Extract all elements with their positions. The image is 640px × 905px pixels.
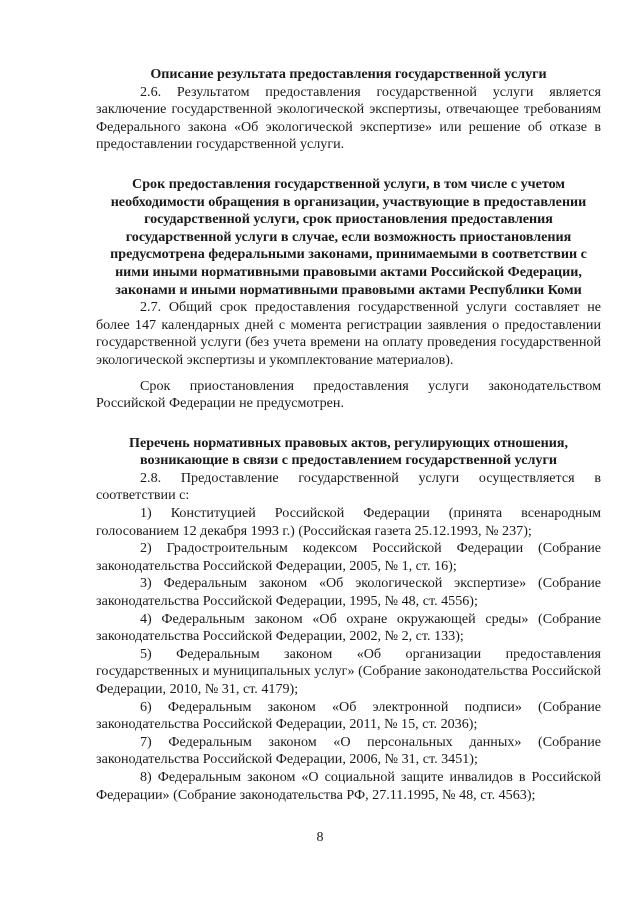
list-item-act: 2) Градостроительным кодексом Российской Федерации (Собрание законодательства Российской Федерации, 2005, № 1, ст. 16); bbox=[96, 540, 601, 574]
paragraph-2-7: 2.7. Общий срок предоставления государственной услуги составляет не более 147 календарных дней с момента регистрации заявления о предоставлении государственной услуги (без учета времени на оплату проведения государственной экологической экспертизы и укомплектование материалов). bbox=[96, 299, 601, 368]
section-title-result: Описание результата предоставления государственной услуги bbox=[150, 66, 547, 82]
list-item-act: 6) Федеральным законом «Об электронной подписи» (Собрание законодательства Российской Федерации, 2011, № 15, ст. 2036); bbox=[96, 698, 601, 733]
page-number: 8 bbox=[316, 830, 324, 845]
paragraph-2-8: 2.8. Предоставление государственной услуги осуществляется в соответствии с: bbox=[96, 469, 601, 504]
list-item-act: 3) Федеральным законом «Об экологической экспертизе» (Собрание законодательства Российской Федерации, 1995, № 48, ст. 4556); bbox=[96, 575, 601, 610]
section-title-acts: Перечень нормативных правовых актов, регулирующих отношения, возникающие в связи с предоставлением государственной услуги bbox=[128, 434, 569, 469]
list-item-act: 8) Федеральным законом «О социальной защите инвалидов в Российской Федерации» (Собрание законодательства РФ, 27.11.1995, № 48, ст. 4563); bbox=[96, 768, 601, 803]
list-item-act: 5) Федеральным законом «Об организации предоставления государственных и муниципальных услуг» (Собрание законодательства Российской Федерации, 2010, № 31, ст. 4179); bbox=[96, 645, 601, 697]
list-item-act: 4) Федеральным законом «Об охране окружающей среды» (Собрание законодательства Российской Федерации, 2002, № 2, ст. 133); bbox=[96, 610, 601, 645]
section-title-term: Срок предоставления государственной услуги, в том числе с учетом необходимости обращения в организации, участвующие в предоставлении государственной услуги, срок приостановления предоставления государственной услуги в случае, если возможность приостановления предусмотрена федеральными законами, принимаемыми в соответствии с ними иными нормативными правовыми актами Российской Федерации, законами и иными нормативными правовыми актами Республики Коми bbox=[110, 175, 587, 298]
document-page bbox=[96, 66, 601, 804]
paragraph-suspension: Срок приостановления предоставления услуги законодательством Российской Федерации не предусмотрен. bbox=[96, 377, 601, 412]
list-item-act: 1) Конституцией Российской Федерации (принята всенародным голосованием 12 декабря 1993 г.) (Российская газета 25.12.1993, № 237); bbox=[96, 505, 601, 539]
list-item-act: 7) Федеральным законом «О персональных данных» (Собрание законодательства Российской Федерации, 2006, № 31, ст. 3451); bbox=[96, 733, 601, 768]
paragraph-2-6: 2.6. Результатом предоставления государственной услуги является заключение государственной экологической экспертизы, отвечающее требованиям Федерального закона «Об экологической экспертизе» или решение об отказе в предоставлении государственной услуги. bbox=[96, 83, 601, 153]
